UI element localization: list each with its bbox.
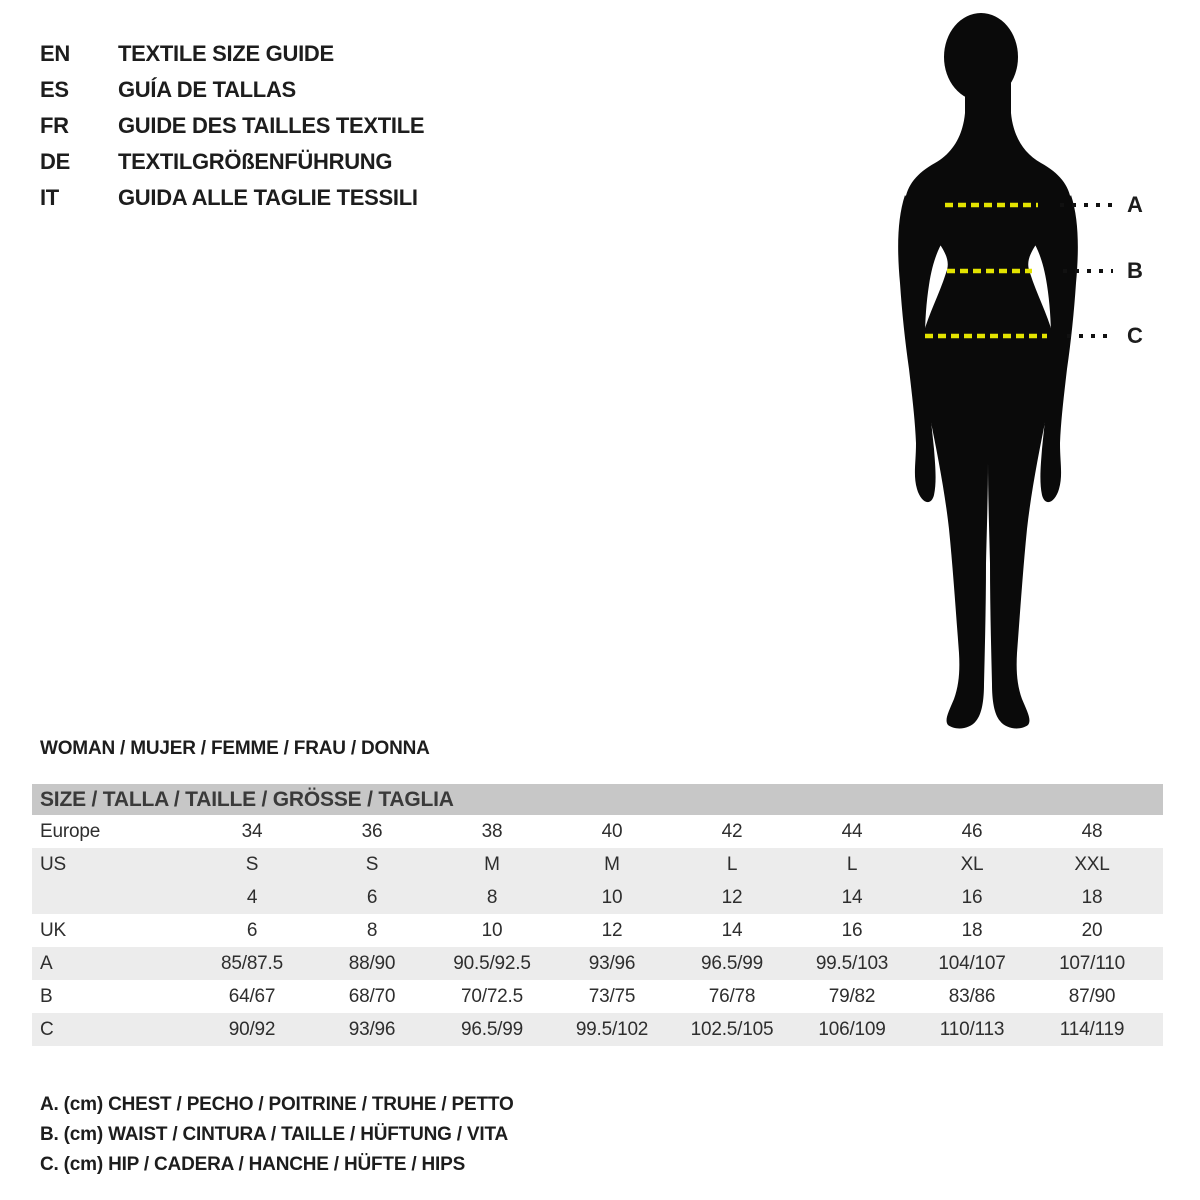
cell: 96.5/99 bbox=[461, 1018, 523, 1040]
lang-row-de bbox=[40, 144, 424, 180]
cell: 68/70 bbox=[348, 985, 396, 1007]
cell: 85/87.5 bbox=[221, 952, 283, 974]
cell: 79/82 bbox=[828, 985, 876, 1007]
cell: 76/78 bbox=[708, 985, 756, 1007]
lang-title: GUÍA DE TALLAS bbox=[118, 77, 296, 102]
lang-row-fr bbox=[40, 108, 424, 144]
section-title-woman: WOMAN / MUJER / FEMME / FRAU / DONNA bbox=[40, 738, 430, 759]
cell: 107/110 bbox=[1059, 952, 1125, 974]
cell: 88/90 bbox=[348, 952, 396, 974]
cell: 104/107 bbox=[938, 952, 1006, 974]
cell: L bbox=[846, 853, 858, 875]
woman-silhouette bbox=[855, 5, 1165, 735]
cell: 96.5/99 bbox=[701, 952, 763, 974]
legend-waist: B. (cm) WAIST / CINTURA / TAILLE / HÜFTUNG / VITA bbox=[40, 1124, 508, 1145]
cell: 70/72.5 bbox=[461, 985, 523, 1007]
cell: 4 bbox=[246, 886, 258, 908]
cell: 99.5/103 bbox=[815, 952, 889, 974]
cell: 40 bbox=[601, 820, 623, 842]
cell: 10 bbox=[481, 919, 503, 941]
cell: 64/67 bbox=[228, 985, 276, 1007]
cell: 16 bbox=[841, 919, 863, 941]
row-label: B bbox=[40, 985, 53, 1007]
lang-code: FR bbox=[40, 113, 69, 138]
table-row-us-numeric bbox=[32, 881, 1163, 914]
cell: 6 bbox=[246, 919, 258, 941]
table-row-uk bbox=[32, 914, 1163, 947]
cell: 14 bbox=[721, 919, 743, 941]
lang-title: TEXTILGRÖßENFÜHRUNG bbox=[118, 149, 393, 174]
lang-code: IT bbox=[40, 185, 59, 210]
cell: 46 bbox=[961, 820, 983, 842]
cell: 42 bbox=[721, 820, 743, 842]
cell: XL bbox=[960, 853, 984, 875]
measure-label-b: B bbox=[1127, 258, 1143, 283]
cell: 18 bbox=[961, 919, 983, 941]
lang-title: TEXTILE SIZE GUIDE bbox=[118, 41, 334, 66]
cell: 106/109 bbox=[818, 1018, 886, 1040]
cell: 20 bbox=[1081, 919, 1103, 941]
measure-label-c: C bbox=[1127, 323, 1143, 348]
lang-code: ES bbox=[40, 77, 69, 102]
cell: 34 bbox=[241, 820, 263, 842]
table-row-chest-a bbox=[32, 947, 1163, 980]
table-row-waist-b bbox=[32, 980, 1163, 1013]
cell: 16 bbox=[961, 886, 983, 908]
cell: M bbox=[484, 853, 500, 875]
cell: 18 bbox=[1081, 886, 1103, 908]
row-label: A bbox=[40, 952, 53, 974]
cell: 93/96 bbox=[588, 952, 636, 974]
lang-code: DE bbox=[40, 149, 70, 174]
measurement-legend bbox=[40, 1094, 514, 1184]
cell: 10 bbox=[601, 886, 623, 908]
cell: 90.5/92.5 bbox=[453, 952, 531, 974]
cell: 102.5/105 bbox=[690, 1018, 774, 1040]
size-table-header: SIZE / TALLA / TAILLE / GRÖSSE / TAGLIA bbox=[32, 784, 1163, 815]
row-label: C bbox=[40, 1018, 54, 1040]
lang-code: EN bbox=[40, 41, 70, 66]
table-row-hip-c bbox=[32, 1013, 1163, 1046]
cell: XXL bbox=[1074, 853, 1110, 875]
lang-title: GUIDE DES TAILLES TEXTILE bbox=[118, 113, 425, 138]
size-table bbox=[32, 784, 1163, 1046]
cell: 90/92 bbox=[228, 1018, 276, 1040]
language-title-list bbox=[40, 36, 424, 216]
cell: 114/119 bbox=[1059, 1018, 1125, 1040]
legend-hip: C. (cm) HIP / CADERA / HANCHE / HÜFTE / HIPS bbox=[40, 1154, 466, 1175]
lang-title: GUIDA ALLE TAGLIE TESSILI bbox=[118, 185, 418, 210]
cell: 48 bbox=[1081, 820, 1103, 842]
cell: 38 bbox=[481, 820, 503, 842]
cell: 44 bbox=[841, 820, 863, 842]
table-row-us bbox=[32, 848, 1163, 881]
cell: 83/86 bbox=[948, 985, 996, 1007]
cell: 36 bbox=[361, 820, 383, 842]
cell: 12 bbox=[601, 919, 623, 941]
cell: S bbox=[365, 853, 379, 875]
measure-label-a: A bbox=[1127, 192, 1143, 217]
cell: 8 bbox=[366, 919, 378, 941]
cell: 14 bbox=[841, 886, 863, 908]
row-label: Europe bbox=[40, 820, 101, 842]
row-label: UK bbox=[40, 919, 66, 941]
lang-row-en bbox=[40, 36, 424, 72]
cell: 8 bbox=[486, 886, 498, 908]
cell: S bbox=[245, 853, 259, 875]
cell: 87/90 bbox=[1068, 985, 1116, 1007]
table-row-europe bbox=[32, 815, 1163, 848]
cell: 93/96 bbox=[348, 1018, 396, 1040]
cell: 6 bbox=[366, 886, 378, 908]
cell: 73/75 bbox=[588, 985, 636, 1007]
cell: 12 bbox=[721, 886, 743, 908]
cell: 110/113 bbox=[939, 1018, 1005, 1040]
cell: L bbox=[726, 853, 738, 875]
legend-chest: A. (cm) CHEST / PECHO / POITRINE / TRUHE / PETTO bbox=[40, 1094, 514, 1115]
cell: 99.5/102 bbox=[575, 1018, 649, 1040]
cell: M bbox=[604, 853, 620, 875]
row-label: US bbox=[40, 853, 66, 875]
lang-row-es bbox=[40, 72, 424, 108]
lang-row-it bbox=[40, 180, 424, 216]
